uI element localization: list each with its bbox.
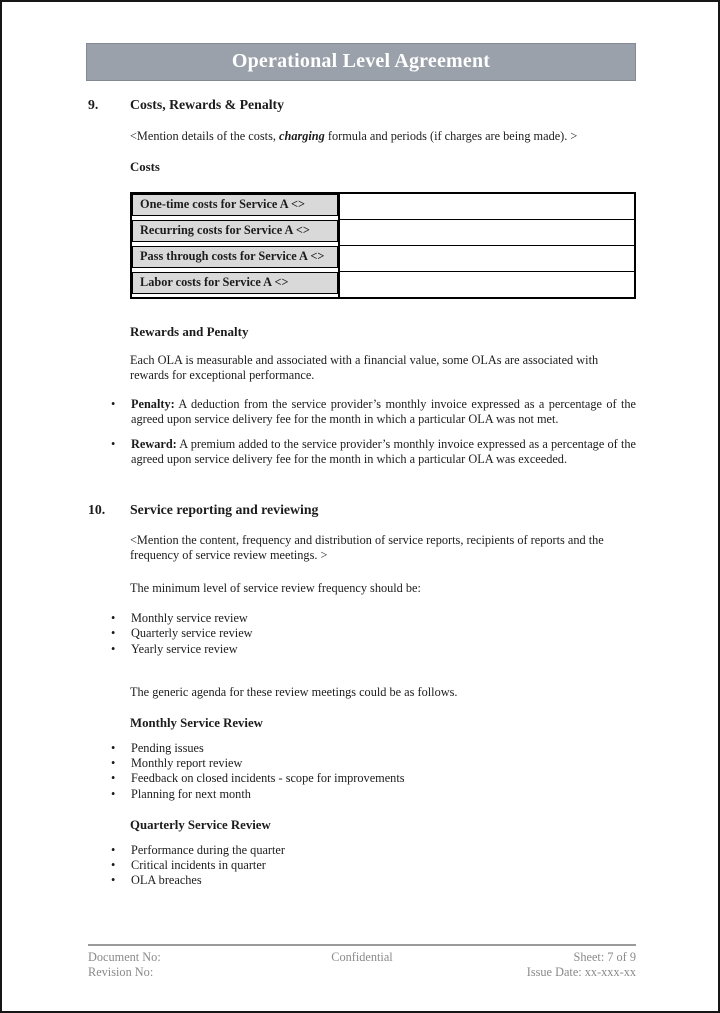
penalty-term: Penalty: bbox=[131, 396, 175, 411]
bullet-icon bbox=[111, 873, 131, 888]
agenda-intro: The generic agenda for these review meetings could be as follows. bbox=[130, 684, 458, 699]
bullet-icon bbox=[111, 756, 131, 771]
table-row bbox=[132, 246, 634, 272]
section-10-number: 10. bbox=[88, 501, 106, 517]
placeholder-emphasis: charging bbox=[279, 129, 325, 143]
bullet-icon bbox=[111, 611, 131, 626]
section-9-title: Costs, Rewards & Penalty bbox=[130, 97, 285, 112]
list-item: • Monthly report review bbox=[88, 756, 636, 771]
bullet-icon bbox=[111, 843, 131, 858]
monthly-review-heading: Monthly Service Review bbox=[130, 716, 263, 731]
review-frequency-intro: The minimum level of service review frequency should be: bbox=[130, 580, 421, 595]
monthly-review-list bbox=[88, 741, 636, 802]
bullet-icon bbox=[111, 741, 131, 756]
footer-confidential: Confidential bbox=[331, 950, 393, 964]
table-row bbox=[132, 220, 634, 246]
section-10-placeholder: <Mention the content, frequency and distribution of service reports, recipients of reports and the frequency of service review meetings. > bbox=[130, 532, 604, 562]
list-item: • Critical incidents in quarter bbox=[88, 858, 636, 873]
footer-sheet: Sheet: 7 of 9 bbox=[573, 950, 636, 964]
cost-value-cell bbox=[338, 220, 634, 246]
rewards-penalty-heading: Rewards and Penalty bbox=[130, 324, 249, 339]
document-title: Operational Level Agreement bbox=[231, 50, 491, 73]
list-item: • Performance during the quarter bbox=[88, 843, 636, 858]
section-9-number: 9. bbox=[88, 97, 99, 112]
cost-value-cell bbox=[338, 272, 634, 297]
section-9-placeholder bbox=[130, 129, 636, 145]
review-frequency-list bbox=[88, 611, 636, 657]
cost-label-one-time: One-time costs for Service A <> bbox=[132, 194, 338, 216]
list-item: • Planning for next month bbox=[88, 787, 636, 802]
penalty-definition: A deduction from the service provider’s monthly invoice expressed as a percentage of the agreed upon service delivery fee for the month in which a particular OLA was not met. bbox=[131, 396, 636, 426]
bullet-icon bbox=[111, 642, 131, 657]
list-item: • Quarterly service review bbox=[88, 626, 636, 641]
document-body bbox=[88, 96, 636, 888]
cost-label-recurring: Recurring costs for Service A <> bbox=[132, 220, 338, 242]
footer-issue-date: Issue Date: xx-xxx-xx bbox=[526, 965, 636, 979]
section-10-title: Service reporting and reviewing bbox=[130, 501, 319, 517]
list-item: • Pending issues bbox=[88, 741, 636, 756]
list-item: • OLA breaches bbox=[88, 873, 636, 888]
cost-label-labor: Labor costs for Service A <> bbox=[132, 272, 338, 294]
costs-heading: Costs bbox=[130, 159, 160, 174]
table-row bbox=[132, 272, 634, 297]
table-row bbox=[132, 194, 634, 220]
bullet-icon bbox=[111, 437, 131, 468]
quarterly-review-list bbox=[88, 843, 636, 889]
list-item bbox=[88, 437, 636, 468]
footer-revision-no: Revision No: bbox=[88, 965, 154, 979]
section-9-heading bbox=[88, 96, 636, 114]
cost-value-cell bbox=[338, 246, 634, 272]
section-10-heading bbox=[88, 501, 636, 519]
placeholder-prefix: <Mention details of the costs, bbox=[130, 129, 280, 143]
rewards-penalty-list bbox=[88, 397, 636, 468]
bullet-icon bbox=[111, 771, 131, 786]
quarterly-review-heading: Quarterly Service Review bbox=[130, 818, 271, 833]
footer-document-no: Document No: bbox=[88, 950, 161, 964]
placeholder-suffix: formula and periods (if charges are being made). > bbox=[324, 129, 578, 143]
bullet-icon bbox=[111, 787, 131, 802]
bullet-icon bbox=[111, 397, 131, 428]
bullet-icon bbox=[111, 626, 131, 641]
document-header-bar bbox=[86, 43, 636, 81]
rewards-intro-paragraph: Each OLA is measurable and associated with a financial value, some OLAs are associated with rewards for exceptional performance. bbox=[130, 352, 599, 382]
list-item: • Feedback on closed incidents - scope for improvements bbox=[88, 771, 636, 786]
reward-definition: A premium added to the service provider’s monthly invoice expressed as a percentage of the agreed upon service delivery fee for the month in which a particular OLA was exceeded. bbox=[131, 436, 636, 466]
page-footer bbox=[88, 944, 636, 980]
list-item: • Monthly service review bbox=[88, 611, 636, 626]
list-item bbox=[88, 397, 636, 428]
costs-table bbox=[130, 192, 636, 299]
reward-term: Reward: bbox=[131, 436, 177, 451]
list-item: • Yearly service review bbox=[88, 642, 636, 657]
bullet-icon bbox=[111, 858, 131, 873]
cost-value-cell bbox=[338, 194, 634, 220]
cost-label-pass-through: Pass through costs for Service A <> bbox=[132, 246, 338, 268]
